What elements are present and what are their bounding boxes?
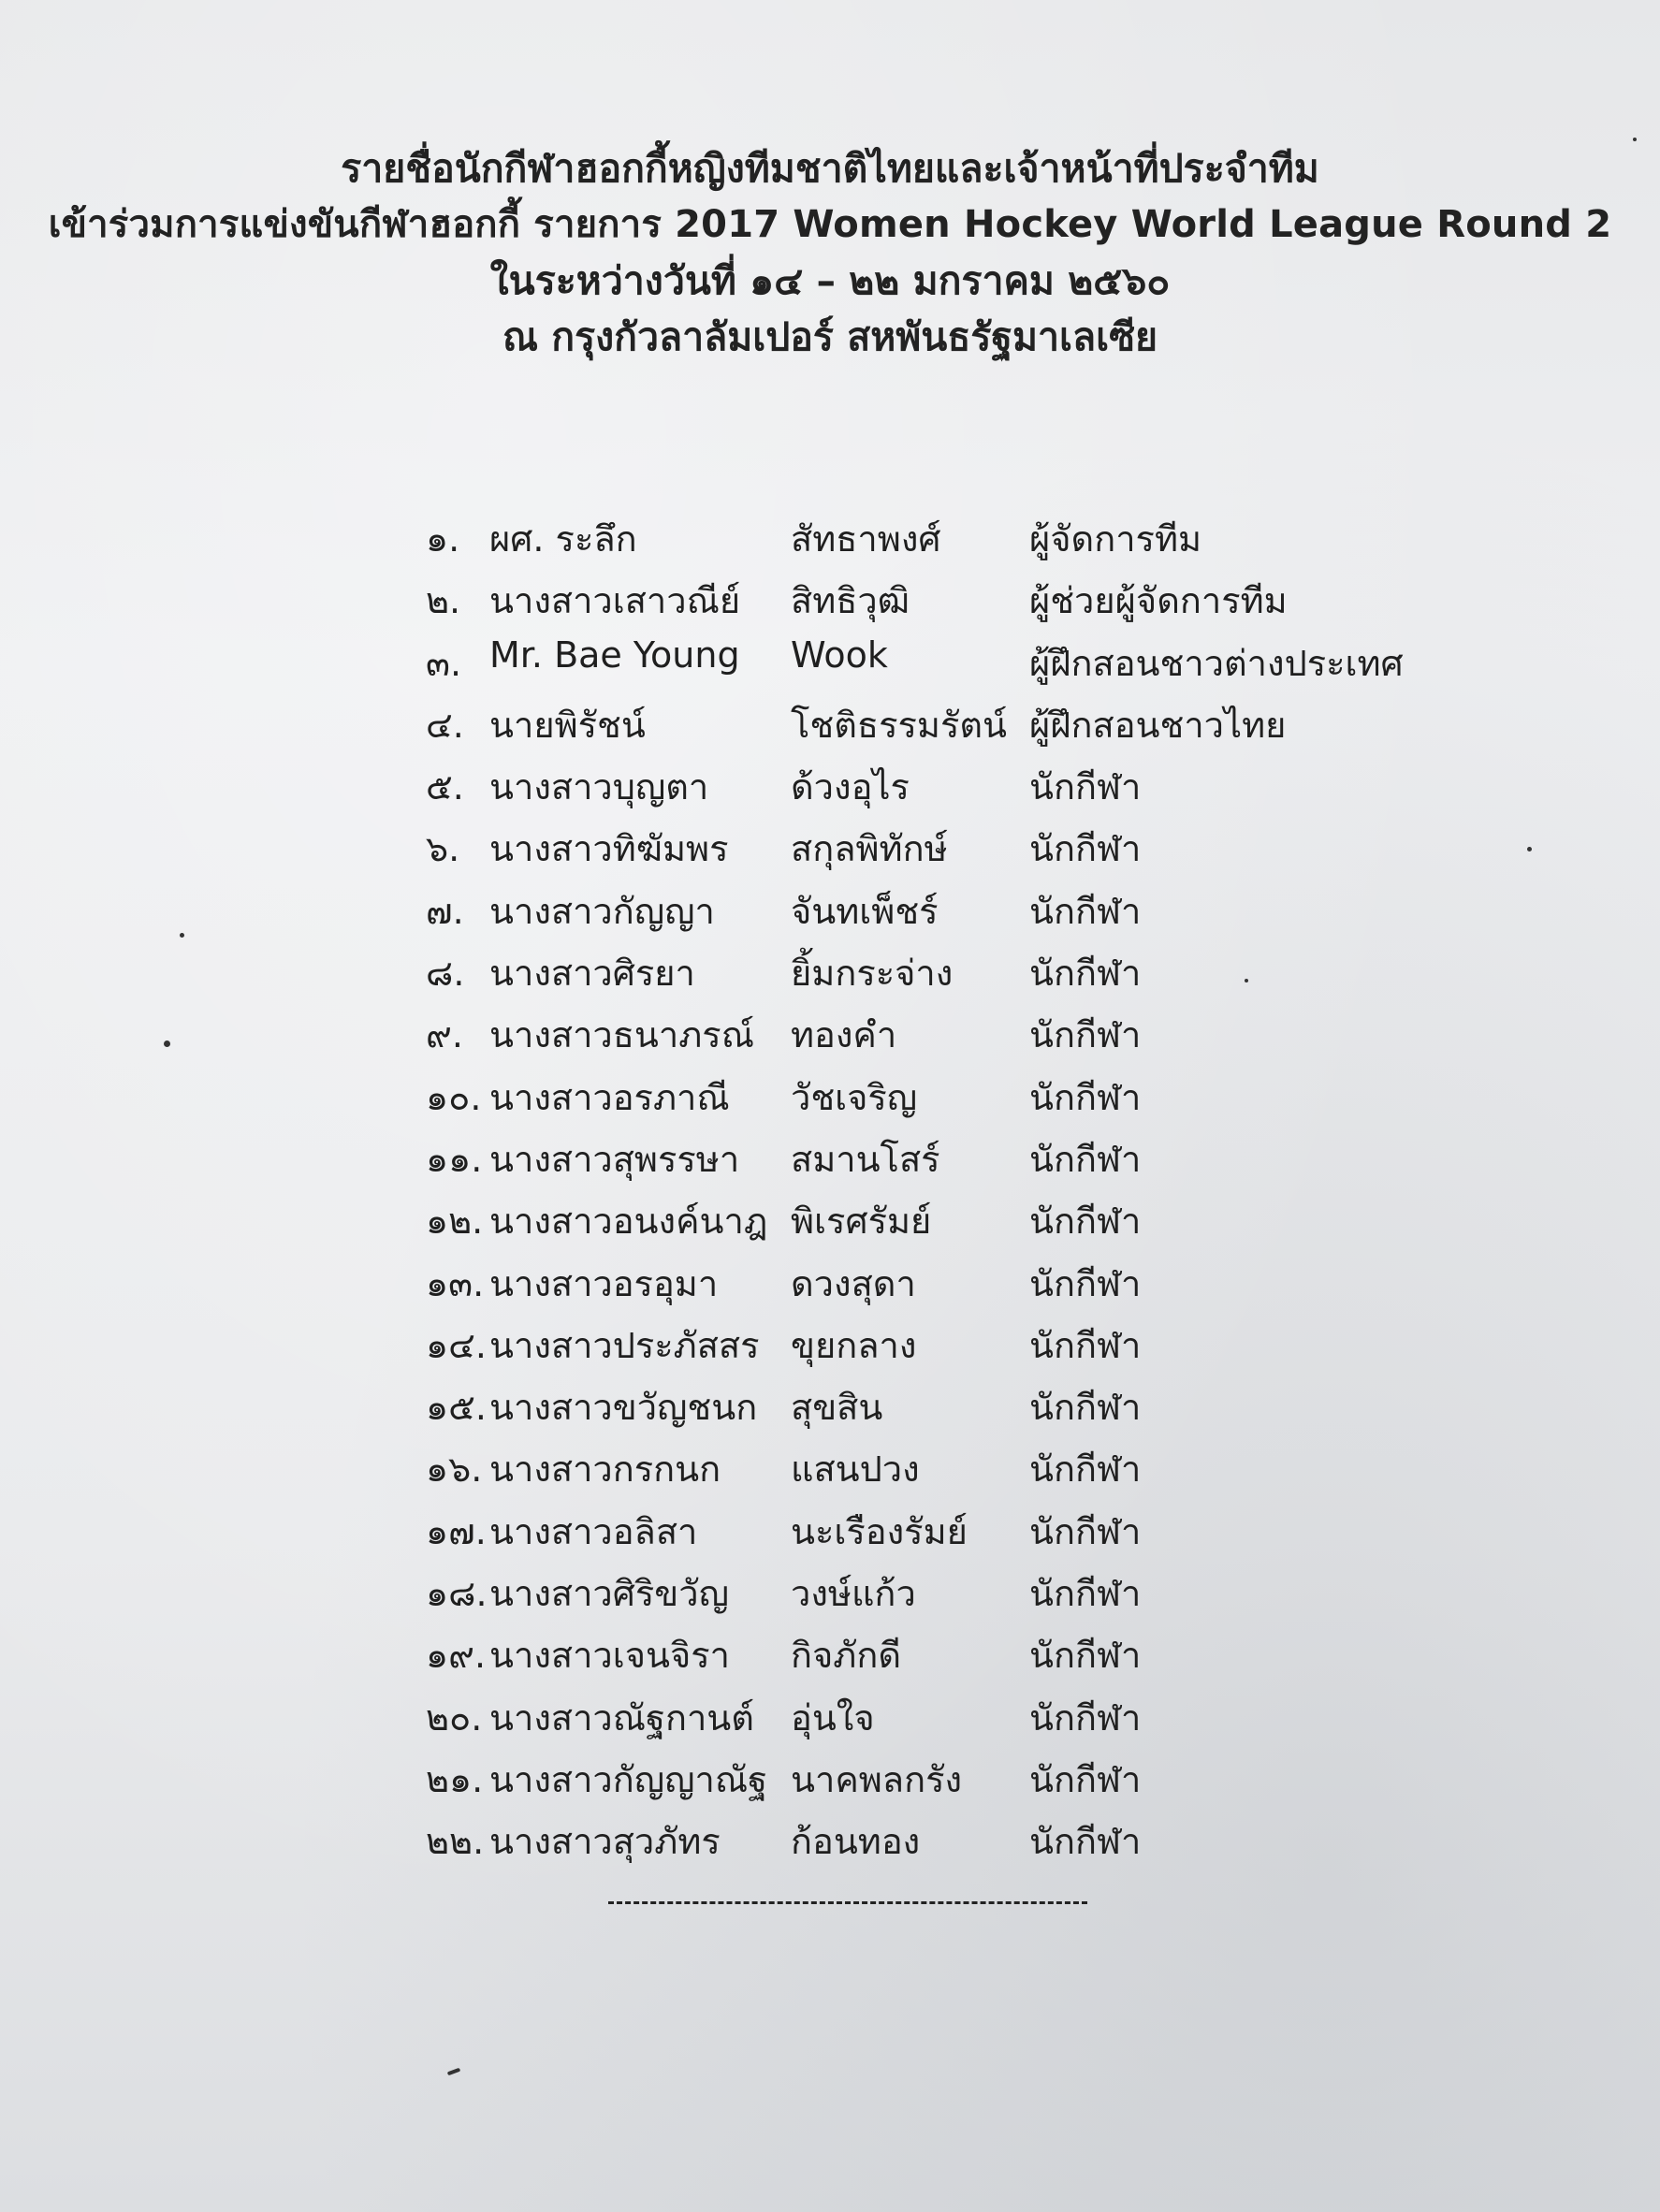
roster-surname: แสนปวง — [791, 1448, 920, 1491]
roster-role: นักกีฬา — [1029, 1138, 1142, 1180]
roster-surname: ทองคำ — [791, 1014, 897, 1056]
roster-role: นักกีฬา — [1029, 1014, 1142, 1056]
document-header — [0, 140, 1660, 365]
roster-surname: ขุยกลาง — [791, 1324, 917, 1366]
roster-name: นางสาวกัญญาณัฐ — [489, 1758, 768, 1800]
roster-surname: ยิ้มกระจ่าง — [791, 953, 954, 995]
roster-role: นักกีฬา — [1029, 766, 1142, 808]
roster-surname: ก้อนทอง — [791, 1821, 921, 1863]
roster-row — [426, 1006, 1502, 1068]
roster-number: ๑๓. — [426, 1262, 485, 1304]
roster-name: นางสาวกรกนก — [489, 1448, 721, 1491]
paper-speck — [180, 933, 184, 938]
roster-name: นางสาวกัญญา — [489, 890, 715, 932]
roster-name: นางสาวเสาวณีย์ — [489, 580, 741, 622]
roster-name: นางสาวธนาภรณ์ — [489, 1014, 754, 1056]
roster-role: นักกีฬา — [1029, 828, 1142, 870]
roster-number: ๑๖. — [426, 1448, 483, 1491]
roster-surname: โชติธรรมรัตน์ — [791, 704, 1008, 746]
roster-row — [426, 944, 1502, 1006]
header-dates: ในระหว่างวันที่ ๑๔ – ๒๒ มกราคม ๒๕๖๐ — [489, 258, 1171, 303]
roster-number: ๗. — [426, 890, 464, 932]
paper-speck — [164, 1041, 170, 1047]
roster-number: ๒๒. — [426, 1821, 485, 1863]
roster-number: ๑๗. — [426, 1510, 487, 1552]
roster-row — [426, 1503, 1502, 1564]
roster-role: นักกีฬา — [1029, 1448, 1142, 1491]
roster-role: ผู้ช่วยผู้จัดการทีม — [1029, 580, 1288, 622]
roster-role: นักกีฬา — [1029, 1758, 1142, 1800]
roster-role: ผู้ฝึกสอนชาวต่างประเทศ — [1029, 642, 1404, 684]
roster-role: นักกีฬา — [1029, 1510, 1142, 1552]
roster-role: นักกีฬา — [1029, 890, 1142, 932]
roster-row — [426, 1317, 1502, 1378]
roster-row — [426, 696, 1502, 758]
roster-role: นักกีฬา — [1029, 1076, 1142, 1118]
roster-name: นางสาวประภัสสร — [489, 1324, 760, 1366]
roster-number: ๘. — [426, 953, 465, 995]
roster-row — [426, 1626, 1502, 1688]
roster-name: ผศ. ระลึก — [489, 518, 637, 560]
roster-name: นางสาวสุวภัทร — [489, 1821, 721, 1863]
closing-divider — [608, 1901, 1087, 1904]
paper-speck — [1633, 138, 1637, 141]
roster-name: นางสาวศิริขวัญ — [489, 1573, 729, 1615]
roster-surname: Wook — [791, 633, 888, 676]
roster-row — [426, 882, 1502, 944]
roster-number: ๑๐. — [426, 1076, 482, 1118]
roster-row — [426, 1440, 1502, 1502]
roster-role: นักกีฬา — [1029, 1201, 1142, 1243]
roster-number: ๑๑. — [426, 1138, 483, 1180]
roster-row — [426, 1812, 1502, 1874]
roster-number: ๑๔. — [426, 1324, 487, 1366]
roster-name: นางสาวศิรยา — [489, 953, 695, 995]
roster-role: นักกีฬา — [1029, 1573, 1142, 1615]
paper-speck — [447, 2068, 461, 2076]
header-event: เข้าร่วมการแข่งขันกีฬาฮอกกี้ รายการ 2017 Women Hockey World League Round 2 — [48, 203, 1612, 246]
header-location: ณ กรุงกัวลาลัมเปอร์ สหพันธรัฐมาเลเซีย — [502, 314, 1158, 359]
roster-number: ๒๑. — [426, 1758, 484, 1800]
roster-name: นางสาวสุพรรษา — [489, 1138, 740, 1180]
roster-row — [426, 758, 1502, 820]
roster-role: ผู้ฝึกสอนชาวไทย — [1029, 704, 1287, 746]
roster-row — [426, 1751, 1502, 1812]
roster-number: ๒. — [426, 580, 461, 622]
roster-role: นักกีฬา — [1029, 1821, 1142, 1863]
roster-name: นางสาวบุญตา — [489, 766, 709, 808]
roster-row — [426, 1689, 1502, 1751]
roster-name: นายพิรัชน์ — [489, 704, 646, 746]
roster-row — [426, 1069, 1502, 1130]
roster-row — [426, 1130, 1502, 1192]
roster-row — [426, 1378, 1502, 1440]
roster-row — [426, 510, 1502, 572]
roster-row — [426, 634, 1502, 696]
paper-speck — [1527, 847, 1532, 851]
roster-role: นักกีฬา — [1029, 1696, 1142, 1739]
roster-row — [426, 1255, 1502, 1317]
roster-surname: วงษ์แก้ว — [791, 1573, 916, 1615]
roster-surname: สกุลพิทักษ์ — [791, 828, 948, 870]
roster-role: นักกีฬา — [1029, 1635, 1142, 1677]
roster-role: นักกีฬา — [1029, 1324, 1142, 1366]
roster-name: นางสาวอนงค์นาฎ — [489, 1201, 768, 1243]
roster-role: ผู้จัดการทีม — [1029, 518, 1202, 560]
paper-speck — [1245, 979, 1248, 982]
roster-surname: นะเรืองรัมย์ — [791, 1510, 968, 1552]
roster-name: นางสาวเจนจิรา — [489, 1635, 730, 1677]
roster-row — [426, 572, 1502, 633]
roster-surname: กิจภักดี — [791, 1635, 902, 1677]
roster-number: ๑. — [426, 518, 460, 560]
roster-row — [426, 1192, 1502, 1254]
roster-surname: สุขสิน — [791, 1387, 883, 1429]
roster-row — [426, 1564, 1502, 1626]
roster-name: นางสาวอลิสา — [489, 1510, 698, 1552]
roster-name: นางสาวณัฐกานต์ — [489, 1696, 754, 1739]
header-title: รายชื่อนักกีฬาฮอกกี้หญิงทีมชาติไทยและเจ้าหน้าที่ประจำทีม — [341, 146, 1319, 191]
roster-name: นางสาวขวัญชนก — [489, 1387, 758, 1429]
roster-list — [426, 510, 1502, 1875]
roster-name: นางสาวทิฆัมพร — [489, 828, 729, 870]
roster-number: ๑๕. — [426, 1387, 487, 1429]
roster-role: นักกีฬา — [1029, 1387, 1142, 1429]
roster-surname: สมานโสร์ — [791, 1138, 940, 1180]
roster-name: Mr. Bae Young — [489, 633, 740, 676]
roster-name: นางสาวอรภาณี — [489, 1076, 730, 1118]
roster-role: นักกีฬา — [1029, 953, 1142, 995]
roster-surname: วัชเจริญ — [791, 1076, 918, 1118]
roster-name: นางสาวอรอุมา — [489, 1262, 719, 1304]
roster-number: ๙. — [426, 1014, 463, 1056]
roster-number: ๑๒. — [426, 1201, 484, 1243]
roster-surname: นาคพลกรัง — [791, 1758, 963, 1800]
roster-surname: อุ่นใจ — [791, 1696, 875, 1739]
roster-number: ๖. — [426, 828, 460, 870]
roster-surname: ด้วงอุไร — [791, 766, 910, 808]
roster-row — [426, 820, 1502, 881]
roster-number: ๔. — [426, 704, 464, 746]
roster-role: นักกีฬา — [1029, 1262, 1142, 1304]
roster-number: ๒๐. — [426, 1696, 483, 1739]
roster-surname: พิเรศรัมย์ — [791, 1201, 932, 1243]
roster-surname: จันทเพ็ชร์ — [791, 890, 939, 932]
roster-surname: สิทธิวุฒิ — [791, 580, 910, 622]
roster-number: ๑๙. — [426, 1635, 487, 1677]
roster-surname: สัทธาพงศ์ — [791, 518, 941, 560]
roster-number: ๓. — [426, 642, 462, 684]
roster-surname: ดวงสุดา — [791, 1262, 916, 1304]
roster-number: ๕. — [426, 766, 464, 808]
roster-number: ๑๘. — [426, 1573, 488, 1615]
